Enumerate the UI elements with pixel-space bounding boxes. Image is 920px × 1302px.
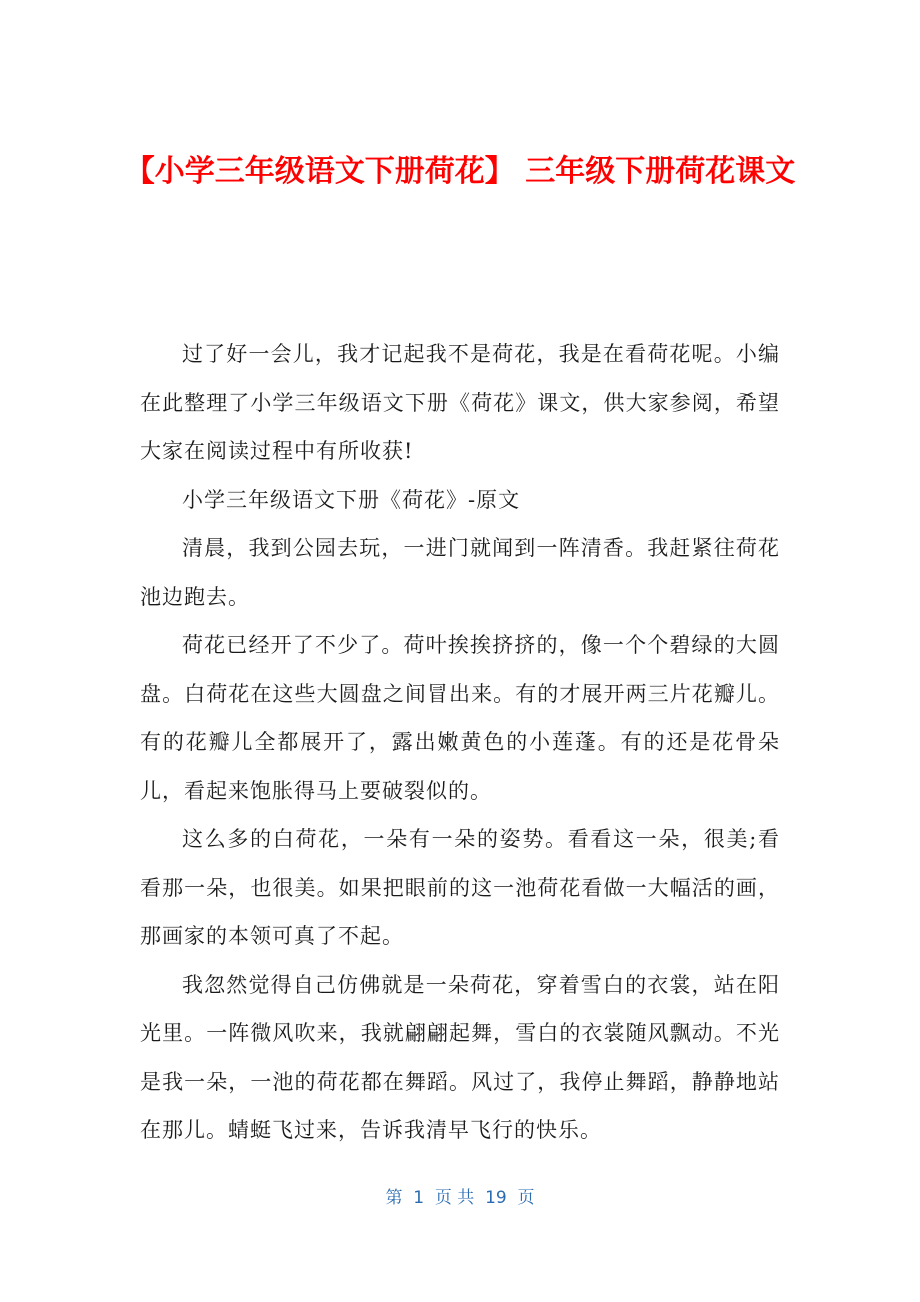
page-footer: 第 1 页 共 19 页	[385, 1188, 535, 1208]
paragraph-intro: 过了好一会儿，我才记起我不是荷花，我是在看荷花呢。小编在此整理了小学三年级语文下册《荷花》课文，供大家参阅，希望大家在阅读过程中有所收获!	[140, 342, 780, 463]
paragraph-2: 荷花已经开了不少了。荷叶挨挨挤挤的，像一个个碧绿的大圆盘。白荷花在这些大圆盘之间冒出来。有的才展开两三片花瓣儿。有的花瓣儿全都展开了，露出嫩黄色的小莲蓬。有的还是花骨朵儿，看起来饱胀得马上要破裂似的。	[140, 633, 780, 803]
paragraph-4: 我忽然觉得自己仿佛就是一朵荷花，穿着雪白的衣裳，站在阳光里。一阵微风吹来，我就翩翩起舞，雪白的衣裳随风飘动。不光是我一朵，一池的荷花都在舞蹈。风过了，我停止舞蹈，静静地站在那儿。蜻蜓飞过来，告诉我清早飞行的快乐。	[140, 972, 780, 1142]
paragraph-3: 这么多的白荷花，一朵有一朵的姿势。看看这一朵，很美;看看那一朵，也很美。如果把眼前的这一池荷花看做一大幅活的画，那画家的本领可真了不起。	[140, 827, 780, 948]
document-body	[140, 330, 780, 1155]
paragraph-1: 清晨，我到公园去玩，一进门就闻到一阵清香。我赶紧往荷花池边跑去。	[140, 536, 780, 609]
paragraph-section-heading: 小学三年级语文下册《荷花》-原文	[182, 487, 521, 512]
document-title: 【小学三年级语文下册荷花】 三年级下册荷花课文	[124, 154, 796, 189]
